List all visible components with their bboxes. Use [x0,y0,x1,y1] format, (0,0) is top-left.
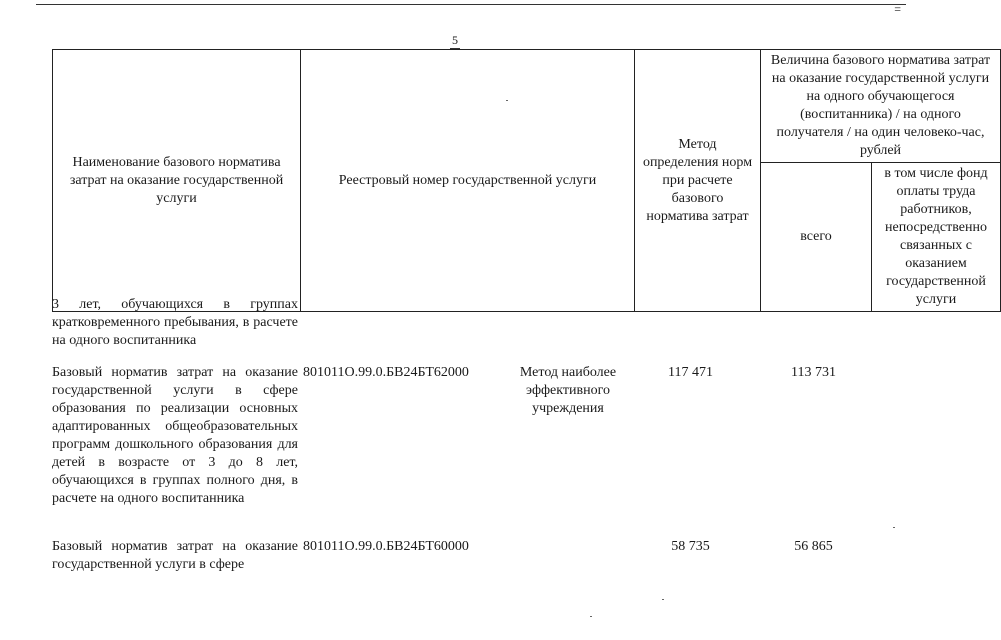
scan-speck [590,616,592,617]
row-name: 3 лет, обучающихся в группах кратковременного пребывания, в расчете на одного воспитанника [52,297,298,348]
header-table [52,49,1001,312]
page-number: 5 [452,33,458,47]
scan-speck [662,599,664,600]
header-registry: Реестровый номер государственной услуги [301,50,635,312]
header-magnitude: Величина базового норматива затрат на оказание государственной услуги на одного обучающегося (воспитанника) / на одного получателя / на один человеко-час, рублей [761,50,1001,163]
row-total: 117 471 [668,365,713,380]
corner-mark: = [894,2,901,16]
header-method: Метод определения норм при расчете базового норматива затрат [635,50,761,312]
row-name: Базовый норматив затрат на оказание государственной услуги в сфере [52,539,298,572]
top-rule [36,4,906,5]
header-name: Наименование базового норматива затрат на оказание государственной услуги [53,50,301,312]
row-name: Базовый норматив затрат на оказание государственной услуги в сфере образования по реализации основных адаптированных общеобразовательных программ дошкольного образования для детей в возрасте от 3 до 8 лет, обучающихся в группах полного дня, в расчете на одного воспитанника [52,365,298,506]
row-method: Метод наиболее эффективного учреждения [519,365,617,416]
row-registry: 801011О.99.0.БВ24БТ62000 [303,365,469,380]
scan-speck [506,100,508,101]
row-registry: 801011О.99.0.БВ24БТ60000 [303,539,469,554]
row-total: 58 735 [671,539,710,554]
row-fund: 56 865 [794,539,833,554]
header-total: всего [761,163,872,312]
scan-speck [893,527,895,528]
row-fund: 113 731 [791,365,836,380]
header-fund: в том числе фонд оплаты труда работников, непосредственно связанных с оказанием государственной услуги [872,163,1001,312]
